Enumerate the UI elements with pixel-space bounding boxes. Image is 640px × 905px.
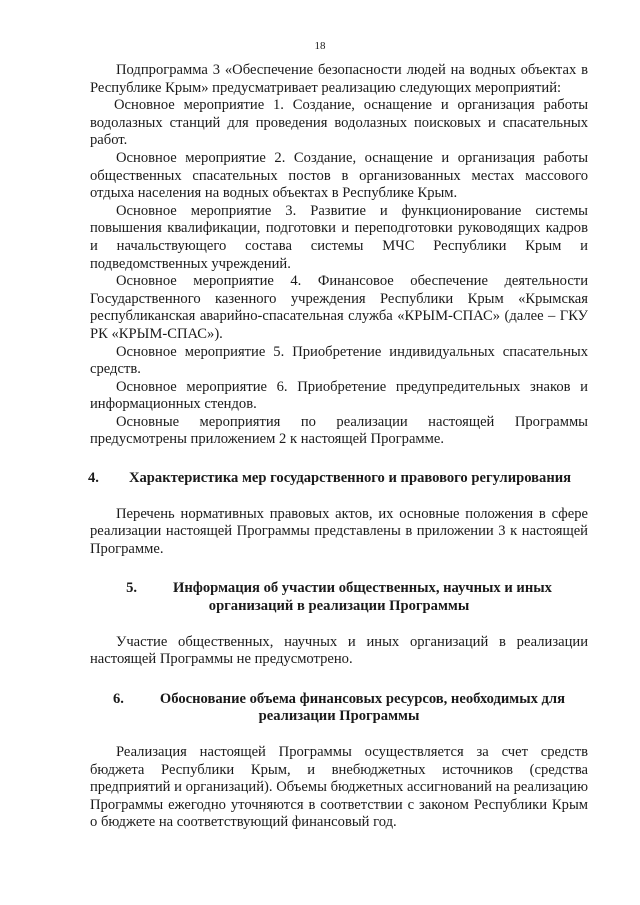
paragraph-measure-4: Основное мероприятие 4. Финансовое обеспечение деятельности Государственного казенного учреждения Республики Крым «Крымская республиканская аварийно-спасательная служба «КРЫМ-СПАС» (далее – ГКУ РК «КРЫМ-СПАС»).	[90, 273, 588, 342]
section-4-number: 4.	[88, 470, 99, 487]
section-6-number: 6.	[112, 690, 124, 707]
paragraph-section-6: Реализация настоящей Программы осуществляется за счет средств бюджета Республики Крым, и внебюджетных источников (средства предприятий и организаций). Объемы бюджетных ассигнований на реализацию Программы ежегодно уточняются в соответствии с законом Республики Крым о бюджете на соответствующий финансовый год.	[90, 744, 588, 831]
paragraph-section-5: Участие общественных, научных и иных организаций в реализации настоящей Программы не предусмотрено.	[90, 633, 588, 668]
section-4-title: Характеристика мер государственного и правового регулирования	[128, 470, 572, 487]
paragraph-subprogram-intro: Подпрограмма 3 «Обеспечение безопасности людей на водных объектах в Республике Крым» предусматривает реализацию следующих мероприятий:	[90, 62, 588, 96]
section-5-title-line1: Информация об участии общественных, научных и иных	[173, 580, 552, 597]
paragraph-measure-6: Основное мероприятие 6. Приобретение предупредительных знаков и информационных стендов.	[90, 378, 588, 413]
paragraph-section-4: Перечень нормативных правовых актов, их основные положения в сфере реализации настоящей Программы представлены в приложении 3 к настоящей Программе.	[90, 505, 588, 557]
section-6-heading	[90, 691, 588, 726]
paragraph-measure-3: Основное мероприятие 3. Развитие и функционирование системы повышения квалификации, подготовки и переподготовки руководящих кадров и начальствующего состава системы МЧС Республики Крым и подведомственных учреждений.	[90, 202, 588, 272]
paragraph-measure-2: Основное мероприятие 2. Создание, оснащение и организация работы общественных спасательных постов в организованных местах массового отдыха населения на водных объектах в Республике Крым.	[90, 149, 588, 202]
section-5-heading	[90, 580, 588, 615]
section-6-title-line1: Обоснование объема финансовых ресурсов, необходимых для	[159, 690, 566, 707]
section-6-title-line2: реализации Программы	[258, 708, 420, 725]
paragraph-measure-1: Основное мероприятие 1. Создание, оснащение и организация работы водолазных станций для проведения водолазных поисковых и спасательных работ.	[90, 97, 588, 149]
section-5-title-line2: организаций в реализации Программы	[208, 598, 470, 615]
section-4-heading	[90, 470, 588, 488]
page-number: 18	[314, 40, 326, 52]
paragraph-measures-appendix: Основные мероприятия по реализации настоящей Программы предусмотрены приложением 2 к настоящей Программе.	[90, 413, 588, 448]
section-5-number: 5.	[126, 580, 138, 597]
page-content	[90, 62, 588, 832]
paragraph-measure-5: Основное мероприятие 5. Приобретение индивидуальных спасательных средств.	[90, 343, 588, 378]
